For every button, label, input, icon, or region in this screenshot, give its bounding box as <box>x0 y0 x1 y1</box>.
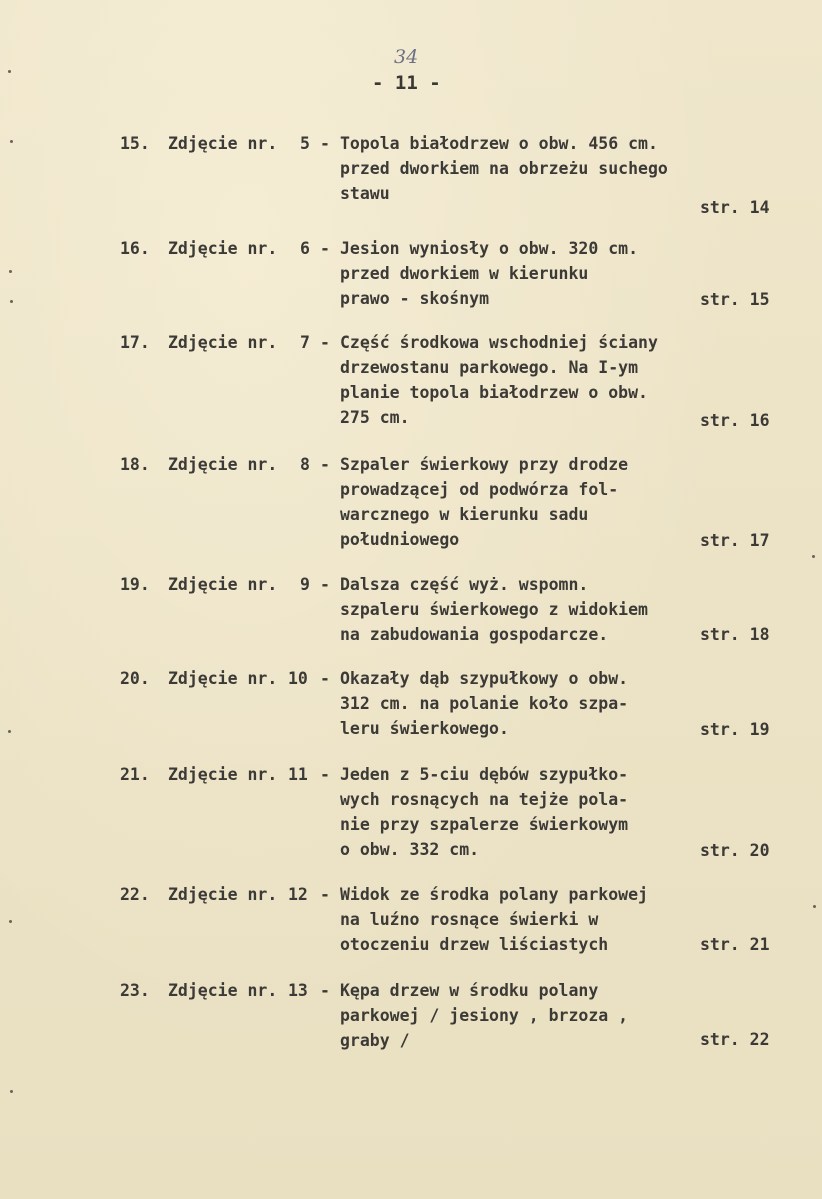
photo-description <box>340 131 690 206</box>
description-line: Widok ze środka polany parkowej <box>340 885 648 904</box>
description-line: leru świerkowego. <box>340 719 509 738</box>
entry-number: 15. <box>120 134 150 153</box>
description-line: Okazały dąb szypułkowy o obw. <box>340 669 629 688</box>
photo-number: 8 <box>300 455 310 474</box>
description-line: prawo - skośnym <box>340 289 490 308</box>
photo-description <box>340 882 690 957</box>
page-reference: str. 19 <box>700 720 770 739</box>
photo-number: 9 <box>300 575 310 594</box>
description-line: szpaleru świerkowego z widokiem <box>340 600 648 619</box>
page-reference: str. 15 <box>700 290 770 309</box>
separator-dash: - <box>320 885 330 904</box>
description-line: Dalsza część wyż. wspomn. <box>340 575 589 594</box>
entry-number: 21. <box>120 765 150 784</box>
description-line: przed dworkiem w kierunku <box>340 264 589 283</box>
photo-number: 12 <box>288 885 308 904</box>
description-line: nie przy szpalerze świerkowym <box>340 815 629 834</box>
handwritten-page-number: 34 <box>394 46 419 68</box>
separator-dash: - <box>320 669 330 688</box>
description-line: przed dworkiem na obrzeżu suchego <box>340 159 668 178</box>
description-line: Szpaler świerkowy przy drodze <box>340 455 629 474</box>
entry-number: 20. <box>120 669 150 688</box>
photo-number: 7 <box>300 333 310 352</box>
description-line: warcznego w kierunku sadu <box>340 505 589 524</box>
separator-dash: - <box>320 134 330 153</box>
page-reference: str. 20 <box>700 841 770 860</box>
photo-label: Zdjęcie nr. <box>168 575 278 594</box>
description-line: na luźno rosnące świerki w <box>340 910 599 929</box>
description-line: na zabudowania gospodarcze. <box>340 625 609 644</box>
photo-description <box>340 978 690 1053</box>
description-line: 312 cm. na polanie koło szpa- <box>340 694 629 713</box>
photo-description <box>340 236 690 311</box>
photo-label: Zdjęcie nr. <box>168 765 278 784</box>
description-line: Jeden z 5-ciu dębów szypułko- <box>340 765 629 784</box>
separator-dash: - <box>320 333 330 352</box>
photo-number: 10 <box>288 669 308 688</box>
description-line: wych rosnących na tejże pola- <box>340 790 629 809</box>
photo-description <box>340 572 690 647</box>
page-reference: str. 22 <box>700 1030 770 1049</box>
page-reference: str. 21 <box>700 935 770 954</box>
separator-dash: - <box>320 765 330 784</box>
photo-number: 6 <box>300 239 310 258</box>
photo-description <box>340 452 690 552</box>
page-reference: str. 18 <box>700 625 770 644</box>
description-line: prowadzącej od podwórza fol- <box>340 480 619 499</box>
photo-label: Zdjęcie nr. <box>168 981 278 1000</box>
photo-label: Zdjęcie nr. <box>168 239 278 258</box>
page-reference: str. 14 <box>700 198 770 217</box>
page-reference: str. 16 <box>700 411 770 430</box>
photo-number: 11 <box>288 765 308 784</box>
entry-number: 23. <box>120 981 150 1000</box>
description-line: drzewostanu parkowego. Na I-ym <box>340 358 639 377</box>
photo-description <box>340 762 690 862</box>
photo-label: Zdjęcie nr. <box>168 885 278 904</box>
photo-description <box>340 330 690 430</box>
entry-number: 19. <box>120 575 150 594</box>
photo-label: Zdjęcie nr. <box>168 333 278 352</box>
entry-number: 16. <box>120 239 150 258</box>
description-line: 275 cm. <box>340 408 410 427</box>
photo-number: 5 <box>300 134 310 153</box>
description-line: planie topola białodrzew o obw. <box>340 383 648 402</box>
photo-label: Zdjęcie nr. <box>168 455 278 474</box>
separator-dash: - <box>320 239 330 258</box>
description-line: stawu <box>340 184 390 203</box>
photo-label: Zdjęcie nr. <box>168 669 278 688</box>
description-line: Kępa drzew w środku polany <box>340 981 599 1000</box>
photo-number: 13 <box>288 981 308 1000</box>
photo-label: Zdjęcie nr. <box>168 134 278 153</box>
description-line: Topola białodrzew o obw. 456 cm. <box>340 134 658 153</box>
description-line: Jesion wyniosły o obw. 320 cm. <box>340 239 639 258</box>
separator-dash: - <box>320 981 330 1000</box>
separator-dash: - <box>320 455 330 474</box>
page-number: - 11 - <box>372 72 441 94</box>
description-line: o obw. 332 cm. <box>340 840 480 859</box>
separator-dash: - <box>320 575 330 594</box>
description-line: Część środkowa wschodniej ściany <box>340 333 658 352</box>
description-line: południowego <box>340 530 460 549</box>
photo-description <box>340 666 690 741</box>
page-reference: str. 17 <box>700 531 770 550</box>
description-line: parkowej / jesiony , brzoza , <box>340 1006 629 1025</box>
description-line: graby / <box>340 1031 410 1050</box>
entry-number: 17. <box>120 333 150 352</box>
description-line: otoczeniu drzew liściastych <box>340 935 609 954</box>
entry-number: 18. <box>120 455 150 474</box>
entry-number: 22. <box>120 885 150 904</box>
